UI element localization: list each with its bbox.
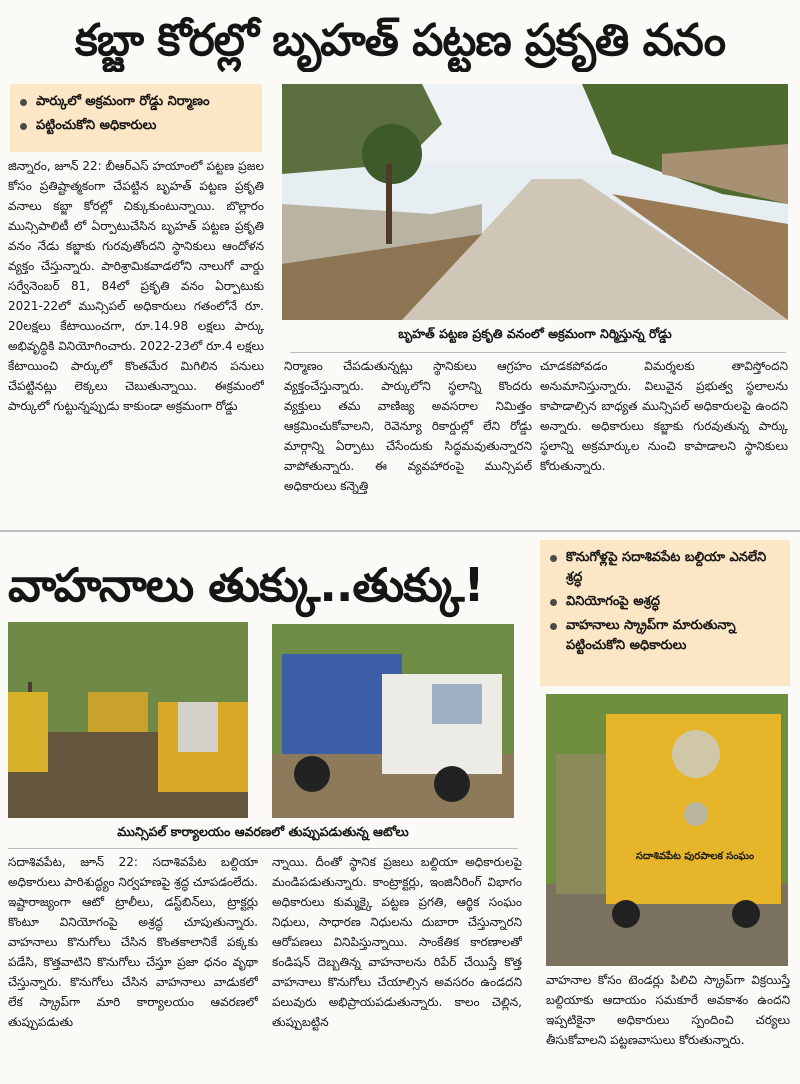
story1-column-1: జిన్నారం, జూన్ 22: బీఆర్ఎస్ హయాంలో పట్టణ ప్రజల కోసం ప్రతిష్టాత్మకంగా చేపట్టిన బృహత్ పట్టణ ప్రకృతి వనాలు కబ్జా కోరల్లో చిక్కుకుంటున్నాయి. బొల్లారం మున్సిపాలిటీ లో ఏర్పాటుచేసిన బృహత్ పట్టణ ప్రకృతి వనం నేడు కబ్జాకు గురవుతోందని స్థానికులు ఆందోళన వ్యక్తం చేస్తున్నారు. పారిశ్రామికవాడలోని నాలుగో వార్డు సర్వేనెంబర్ 81, 84లో ప్రకృతి వనం ఏర్పాటుకు 2021-22లో మున్సిపల్ అధికారులు గతంలోనే రూ. 20లక్షలు కేటాయించగా, రూ.14.98 లక్షలు పార్కు అభివృద్ధికి వినియోగించారు. 2022-23లో రూ.4 లక్షలు కేటాయించి పార్కులో కొంతమేర మిగిలిన పనులు చేపట్టినట్లు లెక్కలు చెబుతున్నాయి. ఈక్రమంలో పార్కులో గుట్టున్నప్పుడు కాకుండా అక్రమంగా రోడ్డు: [8, 159, 264, 413]
story2-highlights: [540, 540, 790, 686]
caption-rule: [290, 352, 786, 353]
road-photo-caption: బృహత్ పట్టణ ప్రకృతి వనంలో అక్రమంగా నిర్మిస్తున్న రోడ్డు: [398, 326, 672, 341]
story2-column-2: న్నాయి. దీంతో స్థానిక ప్రజలు బల్దియా అధికారులపై మండిపడుతున్నారు. కాంట్రాక్టర్లు, ఇంజినీరింగ్ విభాగం అధికారులు కుమ్మక్కై పట్టణ ప్రగతి, ఆర్థిక సంఘం నిధులు, సాధారణ నిధులను దుబారా చేస్తున్నారని ఆరోపణలు వినిపిస్తున్నాయి. సాంకేతిక కారణాలతో కండిషన్ దెబ్బతిన్న వాహనాలను రిపేర్ చేయిస్తే కొత్త వాహనాలు కొనుగోలు చేయాల్సిన అవసరం ఉండదని పలువురు అభిప్రాయపడుతున్నారు. కాలం చెల్లిన, తుప్పుబట్టిన: [272, 855, 522, 1029]
story2-highlight-3: వాహనాలు స్క్రాప్‌గా మారుతున్నా పట్టించుకోని అధికారులు: [550, 614, 780, 658]
story1-column-2: నిర్మాణం చేపడుతున్నట్లు స్థానికులు ఆగ్రహం వ్యక్తంచేస్తున్నారు. పార్కులోని స్థలాన్ని కొందరు వ్యక్తులు తమ వాణిజ్య అవసరాల నిమిత్తం ఆక్రమించుకోవాలని, రెవెన్యూ రికార్డుల్లో లేని రోడ్డు మార్గాన్ని ఏర్పాటు చేసేందుకు సిద్ధమవుతున్నారని వాపోతున్నారు. ఈ వ్యవహారంపై మున్సిపల్ అధికారులు కన్నెత్తి: [284, 359, 532, 493]
autos-photo-right: [272, 624, 514, 818]
autos-photo-left: [8, 622, 248, 818]
road-photo: [282, 84, 788, 320]
story2-headline: వాహనాలు తుక్కు..తుక్కు!: [8, 558, 484, 612]
story1-headline: కబ్జా కోరల్లో బృహత్ పట్టణ ప్రకృతి వనం: [74, 15, 726, 66]
story2-highlight-2: వినియోగంపై అశ్రద్ధ: [550, 590, 780, 614]
story2-column-1: సదాశివపేట, జూన్ 22: సదాశివపేట బల్దియా అధికారులు పారిశుద్ధ్యం నిర్వహణపై శ్రద్ధ చూపడంలేదు. ఇష్టారాజ్యంగా ఆటో ట్రాలీలు, డస్ట్‌బిన్‌లు, ట్రాక్టర్లు కొంటూ వినియోగంపై అశ్రద్ధ చూపుతున్నారు. వాహనాలు కొనుగోలు చేసిన కొంతకాలానికే పక్కకు పడేసి, కొత్తవాటిని కొనుగోలు చేస్తూ ప్రజా ధనం వృథా చేస్తున్నారు. కొనుగోలు చేసిన వాహనాలు వాడుకలో లేక స్క్రాప్‌గా మారి కార్యాలయం ఆవరణలో తుప్పుపడుతు: [8, 855, 258, 1029]
story1-highlights: [10, 84, 262, 152]
story1-highlight-2: పట్టించుకోని అధికారులు: [20, 114, 252, 138]
garbage-truck-photo: [546, 694, 788, 966]
story-separator: [0, 530, 800, 532]
story2-highlight-1: కొనుగోళ్లపై సదాశివపేట బల్దియా ఎనలేని శ్రద్ధ: [550, 546, 780, 590]
story1-column-3: చూడకపోవడం విమర్శలకు తావిస్తోందని అనుమానిస్తున్నారు. విలువైన ప్రభుత్వ స్థలాలను కాపాడాల్సిన బాధ్యత మున్సిపల్ అధికారులపై ఉందని అన్నారు. అధికారులు కబ్జాకు గురవుతున్న పార్కు స్థలాన్ని అక్రమార్కుల నుంచి కాపాడాలని స్థానికులు కోరుతున్నారు.: [540, 359, 788, 473]
story1-highlight-1: పార్కులో అక్రమంగా రోడ్డు నిర్మాణం: [20, 90, 252, 114]
caption-rule-2: [8, 848, 518, 849]
autos-photo-caption: మున్సిపల్ కార్యాలయం ఆవరణలో తుప్పుపడుతున్న ఆటోలు: [117, 824, 409, 839]
truck-label: సదాశివపేట పురపాలక సంఘం: [635, 851, 755, 862]
story2-column-3: వాహనాల కోసం టెండర్లు పిలిచి స్క్రాప్‌గా విక్రయిస్తే బల్దియాకు ఆదాయం సమకూరే అవకాశం ఉందని ఇప్పటికైనా అధికారులు స్పందించి చర్యలు తీసుకోవాలని పట్టణవాసులు కోరుతున్నారు.: [546, 973, 790, 1047]
